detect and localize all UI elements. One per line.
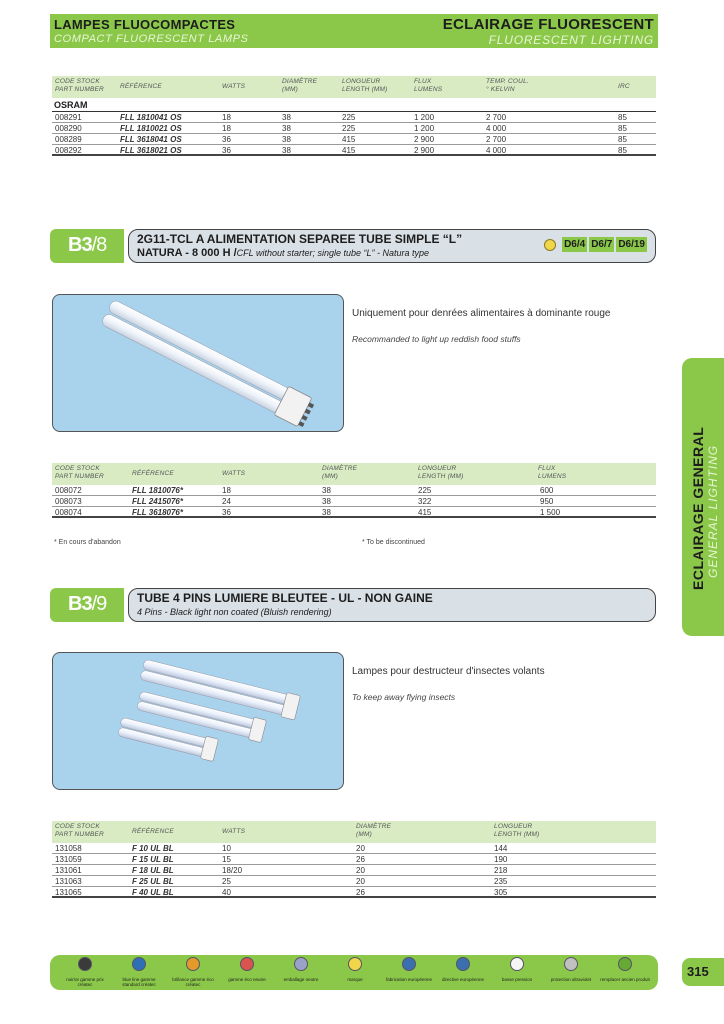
directive-badges bbox=[544, 237, 647, 252]
lamp-2g11-image bbox=[52, 294, 344, 432]
table-cell: 235 bbox=[494, 877, 508, 886]
table-cell: 008072 bbox=[55, 486, 82, 495]
legend-icon bbox=[78, 957, 92, 971]
table-cell: FLL 1810041 OS bbox=[120, 113, 182, 122]
table-cell: 20 bbox=[356, 844, 365, 853]
legend-label: gamme éco neutre bbox=[228, 977, 266, 982]
table-row bbox=[52, 134, 656, 145]
legend-label: directive européenne bbox=[441, 977, 485, 982]
table-cell: F 25 UL BL bbox=[132, 877, 174, 886]
table-cell: 131061 bbox=[55, 866, 82, 875]
table-cell: 25 bbox=[222, 877, 231, 886]
table-cell: 131065 bbox=[55, 888, 82, 897]
header-right-title: ECLAIRAGE FLUORESCENT bbox=[442, 16, 654, 33]
legend-item bbox=[168, 957, 218, 987]
table-cell: F 15 UL BL bbox=[132, 855, 174, 864]
section2-description: Lampes pour destructeur d'insectes volants bbox=[352, 666, 545, 677]
bulb-dot-icon bbox=[544, 239, 556, 251]
table-cell: FLL 3618076* bbox=[132, 508, 183, 517]
table-cell: 10 bbox=[222, 844, 231, 853]
table-cell: 1 500 bbox=[540, 508, 561, 517]
legend-item bbox=[60, 957, 110, 987]
table-cell: F 40 UL BL bbox=[132, 888, 174, 897]
table-cell: 1 200 bbox=[414, 124, 435, 133]
legend-item bbox=[546, 957, 596, 982]
table-cell: 36 bbox=[222, 508, 231, 517]
discontinued-note-en: * To be discontinued bbox=[362, 539, 425, 546]
legend-label: brillance gamme éco créatec bbox=[172, 977, 214, 987]
brand-name: OSRAM bbox=[54, 100, 88, 110]
table-header bbox=[52, 76, 656, 98]
section-title: TUBE 4 PINS LUMIERE BLEUTEE - UL - NON GAINE bbox=[137, 591, 433, 605]
header-left-subtitle: COMPACT FLUORESCENT LAMPS bbox=[54, 33, 249, 45]
page-number: 315 bbox=[687, 964, 709, 979]
table-cell: 415 bbox=[342, 146, 356, 155]
table-cell: 38 bbox=[282, 124, 291, 133]
table-cell: 008292 bbox=[55, 146, 82, 155]
footer-legend-bar bbox=[50, 955, 658, 990]
legend-label: marque bbox=[347, 977, 363, 982]
table-cell: 18/20 bbox=[222, 866, 243, 875]
side-tab-title: ECLAIRAGE GENERAL bbox=[690, 426, 706, 590]
section-code: B3/8 bbox=[50, 229, 124, 263]
table-cell: 415 bbox=[418, 508, 432, 517]
legend-item bbox=[114, 957, 164, 987]
badge-d6-19: D6/19 bbox=[618, 239, 645, 250]
col-diam: DIAMÈTRE (MM) bbox=[282, 78, 318, 93]
table-cell: FLL 3618021 OS bbox=[120, 146, 182, 155]
table-cell: F 10 UL BL bbox=[132, 844, 174, 853]
table-cell: 18 bbox=[222, 113, 231, 122]
table-cell: 2 900 bbox=[414, 135, 435, 144]
col-length: LONGUEUR LENGTH (MM) bbox=[418, 465, 464, 480]
table-cell: FLL 3618041 OS bbox=[120, 135, 182, 144]
table-cell: 008289 bbox=[55, 135, 82, 144]
col-flux: FLUX LUMENS bbox=[538, 465, 567, 480]
table-cell: 225 bbox=[342, 124, 356, 133]
table-cell: FLL 2415076* bbox=[132, 497, 183, 506]
table-cell: 26 bbox=[356, 855, 365, 864]
table-cell: 415 bbox=[342, 135, 356, 144]
section-title-box bbox=[128, 229, 656, 263]
table-header bbox=[52, 821, 656, 843]
brand-row bbox=[52, 98, 656, 112]
table-cell: 218 bbox=[494, 866, 508, 875]
table-cell: FLL 1810076* bbox=[132, 486, 183, 495]
table-cell: 2 700 bbox=[486, 135, 507, 144]
badge-d6-4: D6/4 bbox=[564, 239, 586, 250]
header-right-subtitle: FLUORESCENT LIGHTING bbox=[488, 33, 654, 47]
table-cell: 144 bbox=[494, 844, 508, 853]
table-cell: 4 000 bbox=[486, 146, 507, 155]
col-irc: IRC bbox=[618, 83, 630, 90]
table-cell: 38 bbox=[322, 497, 331, 506]
legend-icon bbox=[132, 957, 146, 971]
table-cell: 322 bbox=[418, 497, 432, 506]
col-watts: WATTS bbox=[222, 83, 246, 90]
legend-item bbox=[438, 957, 488, 982]
table-cell: 305 bbox=[494, 888, 508, 897]
badge-d6-7: D6/7 bbox=[591, 239, 613, 250]
legend-icon bbox=[456, 957, 470, 971]
col-watts: WATTS bbox=[222, 470, 246, 477]
section-side-tab bbox=[682, 358, 724, 636]
legend-label: emballage neutre bbox=[283, 977, 319, 982]
ul-bl-tubes-image bbox=[52, 652, 344, 790]
page-number-tab bbox=[682, 958, 724, 986]
section-subtitle: 4 Pins - Black light non coated (Bluish rendering) bbox=[137, 607, 332, 617]
legend-item bbox=[222, 957, 272, 982]
table-row bbox=[52, 843, 656, 854]
col-length: LONGUEUR LENGTH (MM) bbox=[342, 78, 388, 93]
section-b3-8-bar bbox=[50, 229, 656, 263]
section-title: 2G11-TCL A ALIMENTATION SEPAREE TUBE SIMPLE “L” bbox=[137, 232, 463, 246]
legend-icon bbox=[186, 957, 200, 971]
table-cell: FLL 1810021 OS bbox=[120, 124, 182, 133]
table-cell: 85 bbox=[618, 146, 627, 155]
table-cell: 85 bbox=[618, 124, 627, 133]
table-cell: 225 bbox=[342, 113, 356, 122]
header-left-title: LAMPES FLUOCOMPACTES bbox=[54, 17, 236, 32]
legend-icon bbox=[294, 957, 308, 971]
section1-description-en: Recommanded to light up reddish food stuffs bbox=[352, 334, 521, 344]
table-row bbox=[52, 854, 656, 865]
table-cell: 008073 bbox=[55, 497, 82, 506]
legend-icon bbox=[348, 957, 362, 971]
table-cell: 20 bbox=[356, 877, 365, 886]
table-row bbox=[52, 865, 656, 876]
table-row bbox=[52, 496, 656, 507]
legend-icon bbox=[402, 957, 416, 971]
col-code: CODE STOCK PART NUMBER bbox=[55, 78, 104, 93]
table-row bbox=[52, 876, 656, 887]
legend-icon bbox=[510, 957, 524, 971]
section-subtitle: NATURA - 8 000 H /CFL without starter; single tube “L” - Natura type bbox=[137, 247, 430, 259]
table-row bbox=[52, 485, 656, 496]
osram-table bbox=[52, 76, 656, 156]
table-cell: 38 bbox=[282, 113, 291, 122]
legend-label: noir/or gamme prix créatec bbox=[66, 977, 104, 987]
table-cell: 008074 bbox=[55, 508, 82, 517]
table-cell: 4 000 bbox=[486, 124, 507, 133]
table-cell: 18 bbox=[222, 486, 231, 495]
table-row bbox=[52, 507, 656, 518]
table-header bbox=[52, 463, 656, 485]
col-ref: RÉFÉRENCE bbox=[132, 828, 174, 835]
table-cell: F 18 UL BL bbox=[132, 866, 174, 875]
section-title-box bbox=[128, 588, 656, 622]
legend-icon bbox=[564, 957, 578, 971]
table-cell: 20 bbox=[356, 866, 365, 875]
legend-item bbox=[492, 957, 542, 982]
col-ref: RÉFÉRENCE bbox=[132, 470, 174, 477]
table-cell: 26 bbox=[356, 888, 365, 897]
table-cell: 225 bbox=[418, 486, 432, 495]
table-cell: 18 bbox=[222, 124, 231, 133]
legend-icon bbox=[240, 957, 254, 971]
table-cell: 2 900 bbox=[414, 146, 435, 155]
col-diam: DIAMÈTRE (MM) bbox=[322, 465, 358, 480]
table-cell: 15 bbox=[222, 855, 231, 864]
table-cell: 950 bbox=[540, 497, 554, 506]
legend-label: remplacer ancien produit bbox=[600, 977, 650, 982]
table-cell: 008290 bbox=[55, 124, 82, 133]
table-cell: 190 bbox=[494, 855, 508, 864]
legend-icon bbox=[618, 957, 632, 971]
table-cell: 38 bbox=[322, 486, 331, 495]
legend-label: protection ultraviolet bbox=[550, 977, 592, 982]
table-cell: 36 bbox=[222, 135, 231, 144]
table-row bbox=[52, 123, 656, 134]
table-cell: 36 bbox=[222, 146, 231, 155]
col-length: LONGUEUR LENGTH (MM) bbox=[494, 823, 540, 838]
table-row bbox=[52, 887, 656, 898]
section-b3-9-bar bbox=[50, 588, 656, 622]
discontinued-note-fr: * En cours d'abandon bbox=[54, 539, 121, 546]
table-row bbox=[52, 145, 656, 156]
table-cell: 85 bbox=[618, 135, 627, 144]
table-cell: 38 bbox=[282, 146, 291, 155]
section-code: B3/9 bbox=[50, 588, 124, 622]
table-cell: 38 bbox=[282, 135, 291, 144]
col-code: CODE STOCK PART NUMBER bbox=[55, 823, 104, 838]
table-cell: 38 bbox=[322, 508, 331, 517]
legend-item bbox=[330, 957, 380, 982]
col-ref: RÉFÉRENCE bbox=[120, 83, 162, 90]
section2-description-en: To keep away flying insects bbox=[352, 692, 456, 702]
table-cell: 40 bbox=[222, 888, 231, 897]
natura-table bbox=[52, 463, 656, 518]
col-watts: WATTS bbox=[222, 828, 246, 835]
legend-label: basse pression bbox=[501, 977, 533, 982]
table-cell: 008291 bbox=[55, 113, 82, 122]
table-cell: 1 200 bbox=[414, 113, 435, 122]
page-header bbox=[50, 14, 658, 48]
table-cell: 2 700 bbox=[486, 113, 507, 122]
section1-description: Uniquement pour denrées alimentaires à dominante rouge bbox=[352, 308, 611, 319]
table-cell: 131058 bbox=[55, 844, 82, 853]
legend-item bbox=[276, 957, 326, 982]
col-code: CODE STOCK PART NUMBER bbox=[55, 465, 104, 480]
col-temp: TEMP. COUL. ° KELVIN bbox=[486, 78, 529, 93]
table-row bbox=[52, 112, 656, 123]
table-cell: 24 bbox=[222, 497, 231, 506]
table-cell: 85 bbox=[618, 113, 627, 122]
legend-label: fabrication européenne bbox=[385, 977, 433, 982]
side-tab-subtitle: GENERAL LIGHTING bbox=[706, 444, 720, 578]
table-cell: 131059 bbox=[55, 855, 82, 864]
legend-item bbox=[600, 957, 650, 982]
ul-bl-table bbox=[52, 821, 656, 898]
col-flux: FLUX LUMENS bbox=[414, 78, 443, 93]
col-diam: DIAMÈTRE (MM) bbox=[356, 823, 392, 838]
table-cell: 600 bbox=[540, 486, 554, 495]
legend-item bbox=[384, 957, 434, 982]
legend-label: blue line gamme standard créatec bbox=[122, 977, 156, 987]
table-cell: 131063 bbox=[55, 877, 82, 886]
